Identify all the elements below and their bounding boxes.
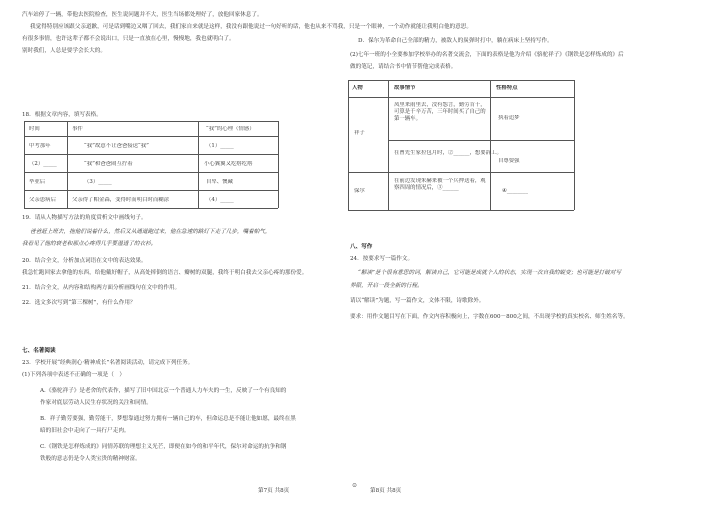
table-cell: 小心翼翼又疙瘩疙瘩 [204, 161, 253, 167]
table-header: “我”的心理（情感） [206, 126, 255, 132]
binding-mark-icon: ⊙ [352, 482, 358, 489]
table-header: 人物 [352, 85, 363, 91]
table-cell: （3）_____ [84, 179, 112, 185]
question-23-1: (1)下列各项中表述不正确的一项是（ ） [22, 372, 126, 378]
intro-line-2: 我觉得特别应该跟父亲道歉，可是话到嘴边又咽了回去，我们家自来就是这样，我没有跟他说过一句好听的话，他也从来不骂我，只是一个眼神，一个动作就能让我明白他的意思。 [30, 24, 472, 30]
table-cell: 在前边发现朱赫来被一个兵押送着，观察四周的情况后，③______ [394, 178, 486, 191]
question-24: 24．按要求写一篇作文。 [350, 256, 414, 262]
option-d: D．保尔为革命自己全部的精力，被敌人的炭弹时打中，躺在病床上坚持写作。 [358, 38, 553, 44]
intro-line-3: 有很多事情，也许这辈子都不会说出口，只是一直放在心里，慢慢地，我也就明白了。 [22, 36, 235, 42]
question-19-quote: 爸爸赶上班去，拖他们说着什么，然后又从通道跑过来，他在急速的路灯下走了几步，嘴着帕气， [30, 229, 271, 235]
blank-4[interactable]: ④________ [502, 188, 529, 194]
page-number: 第7页 共8页 [258, 488, 290, 494]
option-a: A.《骆驼祥子》是老舍的代表作，描写了旧中国北京一个普通人力车夫的一生，反映了一个有良知的 [40, 388, 287, 394]
blank-2[interactable]: ②______ [447, 150, 470, 156]
question-23-2-cont: 做的笔记，请结合书中情节帮他完成表格。 [350, 64, 457, 70]
question-20: 20．结合全文，分析加点词语在文中的表达效果。 [22, 258, 147, 264]
table-cell: 自卑、懊藏 [206, 179, 233, 185]
option-b: B．祥子勤劳要强，勤劳能干，梦想靠通过努力拥有一辆自己的车，但命运总是不能让他如愿，最终在黑 [40, 416, 296, 422]
question-24-requirements: 要求：用作文题目写在下面，作文内容积极向上，字数在600－800之间，不出现学校的真实校名、师生姓名等。 [350, 314, 629, 320]
intro-line-1: 汽车站停了一辆，带他去医院检查，医生说问题并不大，医生当场都处理好了，放他回家休息了。 [22, 12, 263, 18]
option-a-cont: 作家对底层劳动人民生存状况的关注和同情。 [40, 400, 152, 406]
table-header: 故事情节 [394, 85, 416, 91]
question-21: 21．结合全文，从内容和结构两方面分析画线句在文中的作用。 [22, 285, 181, 291]
table-header: 时间 [29, 126, 40, 132]
question-24-quote: “解读”是个很有意思的词，解读自己，它可能是成就个人的状态，实现一次自我的蜕变；也可能是打破对写 [358, 270, 622, 276]
question-24-quote-cont: 界限，开启一段全新的行程。 [350, 283, 423, 289]
table-cell: “我”和爸爸闹互拧着 [84, 161, 133, 167]
question-24-task: 请以“解读”为题，写一篇作文，文体不限，诗歌除外。 [350, 298, 485, 304]
question-23-2: (2)七年一班的小全要参加学校举办的名著交流会，下面的表格是他为介绍《骆驼祥子》《钢铁是怎样炼成的》后 [350, 52, 624, 58]
table-cell: 在曹先生家拉包月时，②______，想要辞工。 [394, 150, 502, 156]
intro-line-6 [22, 72, 24, 79]
option-c-cont: 铁般的意志仍是令人类宝贵的精神财富。 [40, 456, 141, 462]
table-cell: 凤里来雨里去，没有怨言，勤劳肯干，可算是千辛万苦，三年时间买了自己的第一辆车。 [394, 102, 486, 122]
table-cell-character: 祥子 [354, 130, 365, 136]
question-20-quote: 我急忙跑回家去拿他的东西，给他戴好帽子，从高处摔倒的语言、瓣树的双腿，我终于明白我去父亲心疼的那份爱。 [22, 270, 308, 276]
table-cell: “我”故意不让爸爸接送“我” [84, 143, 149, 149]
section-8-heading: 八、写作 [350, 244, 373, 250]
right-page [350, 0, 720, 509]
option-b-cont: 暗的旧社会中走向了一具行尸走肉。 [40, 428, 130, 434]
table-header: 事件 [72, 126, 83, 132]
question-19-quote: 我看见了他的衰老和那点心疼得几乎要湿透了的衣衫。 [22, 241, 157, 247]
page-number: 第8页 共8页 [370, 488, 402, 494]
table-cell: （1）_____ [206, 143, 234, 149]
table-header: 性格特点 [496, 85, 518, 91]
question-19: 19．请从人物描写方法的角度赏析文中画线句子。 [22, 215, 147, 221]
table-cell: 毕业后 [29, 179, 46, 185]
blank-3[interactable]: ③______ [437, 185, 459, 191]
intro-line-4: 别时我们，人总是要学会长大的。 [22, 48, 106, 54]
table-cell: 中考那年 [29, 143, 51, 149]
table-cell: （4）_____ [206, 197, 234, 203]
table-cell: 执着追梦 [498, 115, 520, 121]
table-cell: 自尊要强 [498, 158, 520, 164]
question-22: 22．选文多次写到“第三棵树”，有什么作用？ [22, 300, 136, 306]
question-23: 23．学校开展“经典润心·精神成长”名著阅读活动，请完成下列任务。 [22, 360, 194, 366]
table-cell-character: 保尔 [354, 188, 365, 194]
table-cell: 父亲患病后 [29, 197, 56, 203]
option-c: C.《钢铁是怎样炼成的》同情苏联的理想主义光芒，即便在如今的和平年代，保尔对命运的抗争和钢 [40, 444, 287, 450]
intro-line-5 [22, 60, 24, 67]
table-cell: 父亲得了帕金森，变得时而明白时而糊涂 [72, 197, 170, 203]
table-cell: （2）_____ [29, 161, 57, 167]
question-18: 18．根据文章内容，填写表格。 [22, 112, 102, 118]
section-7-heading: 七、名著阅读 [22, 348, 56, 354]
